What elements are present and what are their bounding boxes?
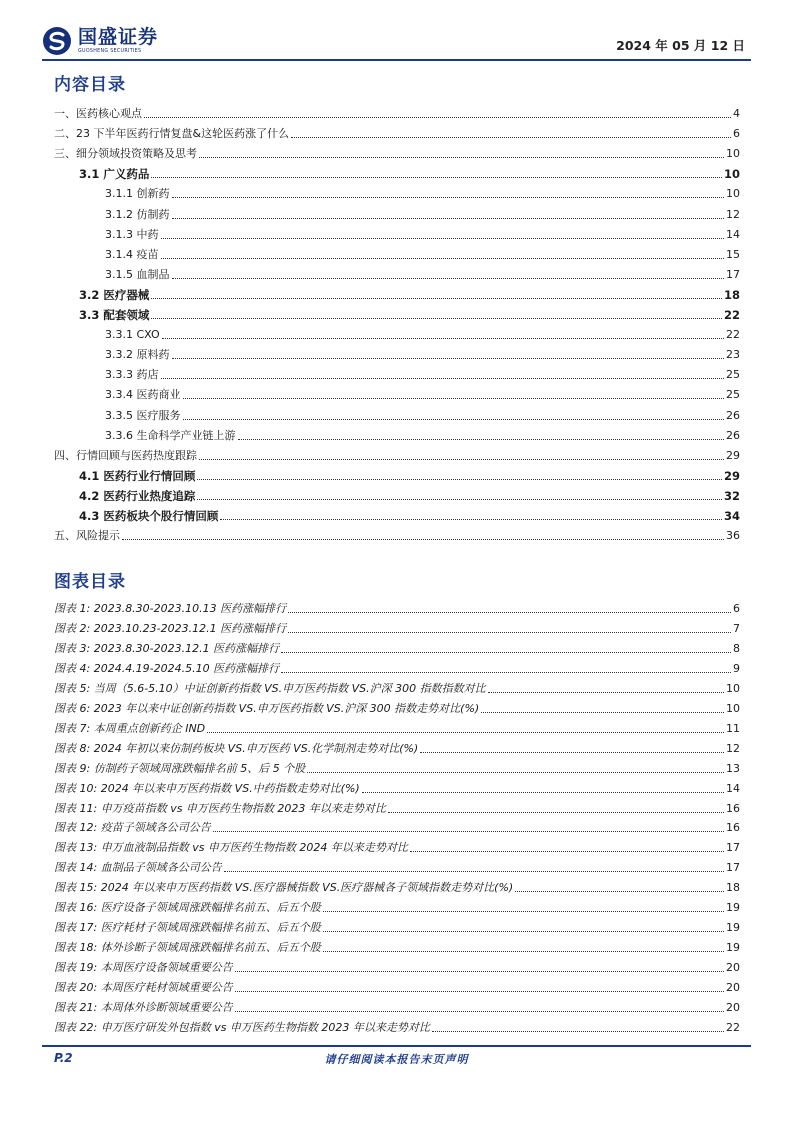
dot-leader xyxy=(220,519,722,520)
entry-label: 3.1.3 中药 xyxy=(105,227,159,241)
entry-label: 3.3 配套领域 xyxy=(79,308,150,322)
entry-page-number: 6 xyxy=(733,127,740,141)
toc-entry[interactable] xyxy=(54,382,740,402)
entry-label: 一、医药核心观点 xyxy=(54,107,142,120)
entry-page-number: 22 xyxy=(726,1020,740,1034)
report-date: 2024 年 05 月 12 日 xyxy=(616,38,745,53)
figure-entry[interactable] xyxy=(54,835,740,855)
entry-label: 图表 20: 本周医疗耗材领域重要公告 xyxy=(54,981,233,995)
entry-page-number: 12 xyxy=(726,207,740,221)
entry-page-number: 18 xyxy=(723,287,740,302)
toc-entry[interactable] xyxy=(54,262,740,282)
dot-leader xyxy=(388,812,724,813)
toc-entry[interactable] xyxy=(54,322,740,342)
entry-page-number: 19 xyxy=(726,921,740,935)
entry-label: 图表 12: 疫苗子领域各公司公告 xyxy=(54,821,211,835)
toc-entry[interactable] xyxy=(54,121,740,141)
figure-entry[interactable] xyxy=(54,995,740,1015)
entry-page-number: 20 xyxy=(726,981,740,995)
entry-label: 图表 18: 体外诊断子领域周涨跌幅排名前五、后五个股 xyxy=(54,941,321,955)
dot-leader xyxy=(183,419,725,420)
entry-page-number: 10 xyxy=(726,147,740,161)
toc-entry[interactable] xyxy=(54,362,740,382)
toc-entry[interactable] xyxy=(54,101,740,121)
entry-label: 五、风险提示 xyxy=(54,529,120,543)
figure-entry[interactable] xyxy=(54,736,740,756)
toc-entry[interactable] xyxy=(54,463,740,483)
entry-page-number: 4 xyxy=(733,107,740,120)
figure-entry[interactable] xyxy=(54,616,740,636)
figure-entry[interactable] xyxy=(54,895,740,915)
brand-name-cn: 国盛证券 xyxy=(78,26,159,48)
figure-entry[interactable] xyxy=(54,596,740,616)
dot-leader xyxy=(488,692,724,693)
dot-leader xyxy=(307,772,724,773)
dot-leader xyxy=(238,439,725,440)
entry-page-number: 15 xyxy=(726,247,740,261)
entry-label: 图表 9: 仿制药子领域周涨跌幅排名前 5、后 5 个股 xyxy=(54,761,306,775)
brand-logo xyxy=(42,24,158,58)
entry-page-number: 12 xyxy=(726,741,740,755)
entry-label: 图表 13: 申万血液制品指数 vs 申万医药生物指数 2024 年以来走势对比 xyxy=(54,841,408,855)
figures-title: 图表目录 xyxy=(54,572,126,592)
entry-label: 图表 19: 本周医疗设备领域重要公告 xyxy=(54,961,233,975)
entry-label: 3.3.6 生命科学产业链上游 xyxy=(105,428,236,442)
entry-label: 图表 2: 2023.10.23-2023.12.1 医药涨幅排行 xyxy=(54,621,287,635)
entry-label: 图表 11: 申万疫苗指数 vs 申万医药生物指数 2023 年以来走势对比 xyxy=(54,801,386,815)
dot-leader xyxy=(288,612,731,613)
dot-leader xyxy=(151,318,722,319)
entry-label: 4.2 医药行业热度追踪 xyxy=(79,488,196,503)
figure-entry[interactable] xyxy=(54,1015,740,1035)
entry-label: 4.1 医药行业行情回顾 xyxy=(79,468,196,483)
entry-page-number: 29 xyxy=(726,448,740,462)
entry-page-number: 19 xyxy=(726,941,740,955)
dot-leader xyxy=(362,792,724,793)
dot-leader xyxy=(410,851,724,852)
dot-leader xyxy=(172,197,725,198)
entry-label: 3.1.4 疫苗 xyxy=(105,247,159,261)
entry-page-number: 26 xyxy=(726,408,740,422)
toc-entry[interactable] xyxy=(54,202,740,222)
figure-entry[interactable] xyxy=(54,935,740,955)
entry-label: 图表 22: 申万医疗研发外包指数 vs 申万医药生物指数 2023 年以来走势对比 xyxy=(54,1020,430,1034)
entry-label: 3.2 医疗器械 xyxy=(79,287,150,302)
dot-leader xyxy=(144,117,731,118)
dot-leader xyxy=(197,479,722,480)
dot-leader xyxy=(183,398,725,399)
dot-leader xyxy=(162,338,724,339)
figure-entry[interactable] xyxy=(54,756,740,776)
toc-entry[interactable] xyxy=(54,503,740,523)
entry-label: 4.3 医药板块个股行情回顾 xyxy=(79,509,219,523)
entry-label: 图表 6: 2023 年以来中证创新药指数 VS.申万医药指数 VS.沪深 300 指数走势对比(%) xyxy=(54,701,480,715)
entry-page-number: 36 xyxy=(726,529,740,543)
entry-page-number: 17 xyxy=(726,841,740,855)
brand-name-en: GUOSHENG SECURITIES xyxy=(78,49,142,54)
entry-label: 图表 3: 2023.8.30-2023.12.1 医药涨幅排行 xyxy=(54,641,280,655)
entry-page-number: 17 xyxy=(726,267,740,281)
dot-leader xyxy=(207,732,724,733)
dot-leader xyxy=(213,831,724,832)
footer-disclaimer: 请仔细阅读本报告末页声明 xyxy=(324,1053,469,1066)
entry-page-number: 17 xyxy=(726,861,740,875)
entry-page-number: 25 xyxy=(726,388,740,402)
entry-page-number: 16 xyxy=(726,821,740,835)
entry-label: 3.3.4 医药商业 xyxy=(105,388,181,402)
entry-page-number: 7 xyxy=(733,621,740,635)
entry-page-number: 25 xyxy=(726,368,740,382)
dot-leader xyxy=(224,871,724,872)
header-rule xyxy=(42,59,751,61)
entry-label: 图表 1: 2023.8.30-2023.10.13 医药涨幅排行 xyxy=(54,602,287,615)
dot-leader xyxy=(323,911,724,912)
entry-label: 图表 5: 当周（5.6-5.10）中证创新药指数 VS.申万医药指数 VS.沪深 300 指数指数对比 xyxy=(54,681,486,695)
dot-leader xyxy=(151,298,722,299)
entry-page-number: 23 xyxy=(726,348,740,362)
footer-rule xyxy=(42,1045,751,1047)
entry-label: 图表 8: 2024 年初以来仿制药板块 VS.申万医药 VS.化学制剂走势对比(%) xyxy=(54,741,419,755)
entry-page-number: 22 xyxy=(723,308,740,322)
toc-entry[interactable] xyxy=(54,222,740,242)
toc-entry[interactable] xyxy=(54,483,740,503)
figure-entry[interactable] xyxy=(54,696,740,716)
figure-entry[interactable] xyxy=(54,656,740,676)
dot-leader xyxy=(161,258,725,259)
figure-entry[interactable] xyxy=(54,815,740,835)
entry-page-number: 20 xyxy=(726,1001,740,1014)
entry-page-number: 9 xyxy=(733,661,740,675)
page-number: P.2 xyxy=(54,1051,73,1065)
dot-leader xyxy=(197,499,722,500)
dot-leader xyxy=(323,951,724,952)
dot-leader xyxy=(199,459,724,460)
toc-entry[interactable] xyxy=(54,302,740,322)
entry-label: 图表 15: 2024 年以来申万医药指数 VS.医疗器械指数 VS.医疗器械各子领域指数走势对比(%) xyxy=(54,881,514,895)
dot-leader xyxy=(291,137,731,138)
entry-label: 3.1 广义药品 xyxy=(79,167,150,182)
entry-label: 三、细分领域投资策略及思考 xyxy=(54,147,197,161)
dot-leader xyxy=(122,539,724,540)
entry-page-number: 10 xyxy=(726,187,740,201)
entry-page-number: 20 xyxy=(726,961,740,975)
entry-label: 3.1.1 创新药 xyxy=(105,187,170,201)
figure-entry[interactable] xyxy=(54,915,740,935)
dot-leader xyxy=(199,157,724,158)
figure-entry[interactable] xyxy=(54,875,740,895)
entry-page-number: 11 xyxy=(726,721,740,735)
toc-entry[interactable] xyxy=(54,181,740,201)
dot-leader xyxy=(161,378,725,379)
entry-page-number: 29 xyxy=(723,468,740,483)
entry-page-number: 10 xyxy=(723,167,740,182)
dot-leader xyxy=(288,632,731,633)
figure-entry[interactable] xyxy=(54,855,740,875)
figure-entry[interactable] xyxy=(54,636,740,656)
entry-page-number: 8 xyxy=(733,641,740,655)
dot-leader xyxy=(151,177,722,178)
dot-leader xyxy=(420,752,724,753)
figure-entry[interactable] xyxy=(54,716,740,736)
entry-page-number: 16 xyxy=(726,801,740,815)
figure-entry[interactable] xyxy=(54,955,740,975)
dot-leader xyxy=(235,1011,724,1012)
entry-page-number: 14 xyxy=(726,227,740,241)
toc-entry[interactable] xyxy=(54,423,740,443)
dot-leader xyxy=(235,991,724,992)
dot-leader xyxy=(432,1031,724,1032)
figure-entry[interactable] xyxy=(54,975,740,995)
entry-page-number: 32 xyxy=(723,488,740,503)
entry-page-number: 10 xyxy=(726,681,740,695)
entry-label: 图表 10: 2024 年以来申万医药指数 VS.中药指数走势对比(%) xyxy=(54,781,360,795)
entry-page-number: 18 xyxy=(726,881,740,895)
entry-label: 图表 21: 本周体外诊断领域重要公告 xyxy=(54,1001,233,1014)
entry-label: 3.3.2 原料药 xyxy=(105,348,170,362)
dot-leader xyxy=(515,891,724,892)
entry-page-number: 13 xyxy=(726,761,740,775)
entry-label: 3.3.3 药店 xyxy=(105,368,159,382)
dot-leader xyxy=(481,712,724,713)
entry-label: 二、23 下半年医药行情复盘&这轮医药涨了什么 xyxy=(54,127,290,141)
figure-entry[interactable] xyxy=(54,776,740,796)
entry-page-number: 34 xyxy=(723,509,740,523)
entry-label: 四、行情回顾与医药热度跟踪 xyxy=(54,448,197,462)
toc-entry[interactable] xyxy=(54,242,740,262)
toc-entry[interactable] xyxy=(54,282,740,302)
dot-leader xyxy=(281,672,731,673)
entry-page-number: 14 xyxy=(726,781,740,795)
dot-leader xyxy=(281,652,731,653)
dot-leader xyxy=(172,278,725,279)
toc-entry[interactable] xyxy=(54,161,740,181)
entry-label: 3.1.5 血制品 xyxy=(105,267,170,281)
entry-label: 3.3.5 医疗服务 xyxy=(105,408,181,422)
entry-page-number: 6 xyxy=(733,602,740,615)
entry-page-number: 10 xyxy=(726,701,740,715)
toc-entry[interactable] xyxy=(54,443,740,463)
entry-label: 图表 14: 血制品子领域各公司公告 xyxy=(54,861,222,875)
toc-entry[interactable] xyxy=(54,141,740,161)
figure-entry[interactable] xyxy=(54,796,740,816)
entry-page-number: 26 xyxy=(726,428,740,442)
entry-page-number: 19 xyxy=(726,901,740,915)
entry-label: 3.3.1 CXO xyxy=(105,328,160,342)
entry-label: 图表 4: 2024.4.19-2024.5.10 医药涨幅排行 xyxy=(54,661,280,675)
entry-label: 3.1.2 仿制药 xyxy=(105,207,170,221)
guosheng-logo-icon xyxy=(42,26,72,56)
dot-leader xyxy=(172,358,725,359)
toc-entry[interactable] xyxy=(54,403,740,423)
dot-leader xyxy=(235,971,724,972)
toc-entry[interactable] xyxy=(54,342,740,362)
figure-entry[interactable] xyxy=(54,676,740,696)
contents-title: 内容目录 xyxy=(54,75,126,95)
entry-label: 图表 16: 医疗设备子领域周涨跌幅排名前五、后五个股 xyxy=(54,901,321,915)
toc-entry[interactable] xyxy=(54,523,740,543)
entry-label: 图表 17: 医疗耗材子领域周涨跌幅排名前五、后五个股 xyxy=(54,921,321,935)
dot-leader xyxy=(323,931,724,932)
entry-page-number: 22 xyxy=(726,328,740,342)
dot-leader xyxy=(161,238,725,239)
entry-label: 图表 7: 本周重点创新药企 IND xyxy=(54,721,206,735)
dot-leader xyxy=(172,218,725,219)
